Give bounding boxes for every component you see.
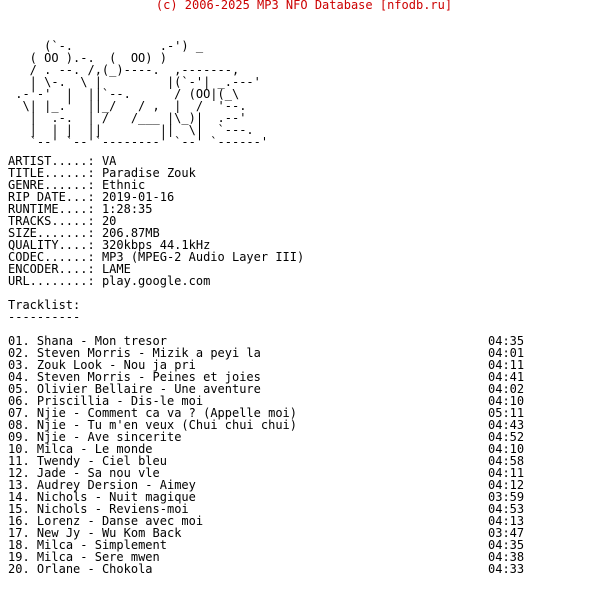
info-value: Ethnic bbox=[101, 178, 146, 192]
track-number: 08. bbox=[8, 418, 30, 432]
info-label: TRACKS.....: bbox=[8, 214, 95, 228]
track-duration: 03:47 bbox=[488, 526, 525, 540]
track-duration: 04:11 bbox=[488, 358, 525, 372]
track-number: 05. bbox=[8, 382, 30, 396]
info-value: 206.87MB bbox=[101, 226, 160, 240]
track-number: 15. bbox=[8, 502, 30, 516]
track-duration: 04:35 bbox=[488, 538, 525, 552]
track-row bbox=[8, 563, 538, 575]
track-duration: 04:10 bbox=[488, 442, 525, 456]
track-number: 17. bbox=[8, 526, 30, 540]
track-duration: 04:02 bbox=[488, 382, 525, 396]
info-value: 20 bbox=[101, 214, 117, 228]
info-value: 2019-01-16 bbox=[101, 190, 175, 204]
track-number: 04. bbox=[8, 370, 30, 384]
track-number: 19. bbox=[8, 550, 30, 564]
track-number: 06. bbox=[8, 394, 30, 408]
track-title: New Jy - Wu Kom Back bbox=[36, 526, 182, 540]
track-duration: 04:11 bbox=[488, 466, 525, 480]
track-title: Milca - Sere mwen bbox=[36, 550, 160, 564]
track-number: 11. bbox=[8, 454, 30, 468]
track-title: Milca - Simplement bbox=[36, 538, 167, 552]
track-title: Twendy - Ciel bleu bbox=[36, 454, 167, 468]
tracklist-heading: Tracklist: bbox=[8, 298, 81, 312]
track-duration: 04:10 bbox=[488, 394, 525, 408]
track-duration: 04:13 bbox=[488, 514, 525, 528]
info-label: RUNTIME....: bbox=[8, 202, 95, 216]
info-value: play.google.com bbox=[101, 274, 211, 288]
track-number: 18. bbox=[8, 538, 30, 552]
track-number: 12. bbox=[8, 466, 30, 480]
release-info bbox=[8, 155, 304, 287]
track-title: Jade - Sa nou vle bbox=[36, 466, 160, 480]
info-value: Paradise Zouk bbox=[101, 166, 196, 180]
track-number: 10. bbox=[8, 442, 30, 456]
track-duration: 04:41 bbox=[488, 370, 525, 384]
track-title: Steven Morris - Peines et joies bbox=[36, 370, 261, 384]
track-title: Priscillia - Dis-le moi bbox=[36, 394, 204, 408]
info-label: RIP DATE...: bbox=[8, 190, 95, 204]
track-duration: 04:01 bbox=[488, 346, 525, 360]
info-label: SIZE.......: bbox=[8, 226, 95, 240]
track-duration: 05:11 bbox=[488, 406, 525, 420]
track-duration: 04:43 bbox=[488, 418, 525, 432]
track-duration: 04:38 bbox=[488, 550, 525, 564]
track-title: Shana - Mon tresor bbox=[36, 334, 167, 348]
track-number: 20. bbox=[8, 562, 30, 576]
track-duration: 04:53 bbox=[488, 502, 525, 516]
ascii-art-logo: (`-. .-') _ ( OO ).-. ( OO) ) / . --. /,(_)----. ,-------, | \-. \ | |(`-'| _.---' .-'-' | ||`--. / (OO|(_\ \| |_.' ||_/ / , | / '--. | .-. | / /___ |\_)| .--' | | | || || \| `---. `--' `--'`--------' `--' `------' bbox=[15, 39, 269, 150]
track-number: 03. bbox=[8, 358, 30, 372]
info-label: GENRE......: bbox=[8, 178, 95, 192]
track-duration: 04:33 bbox=[488, 562, 525, 576]
site-header[interactable]: (c) 2006-2025 MP3 NFO Database [nfodb.ru] bbox=[155, 0, 453, 12]
track-number: 02. bbox=[8, 346, 30, 360]
info-value: 320kbps 44.1kHz bbox=[101, 238, 211, 252]
track-title: Njie - Ave sincerite bbox=[36, 430, 182, 444]
track-duration: 04:12 bbox=[488, 478, 525, 492]
track-duration: 03:59 bbox=[488, 490, 525, 504]
track-duration: 04:52 bbox=[488, 430, 525, 444]
info-label: URL........: bbox=[8, 274, 95, 288]
track-number: 14. bbox=[8, 490, 30, 504]
track-title: Steven Morris - Mizik a peyi la bbox=[36, 346, 261, 360]
info-label: ARTIST.....: bbox=[8, 154, 95, 168]
track-number: 16. bbox=[8, 514, 30, 528]
track-title: Lorenz - Danse avec moi bbox=[36, 514, 204, 528]
info-value: LAME bbox=[101, 262, 131, 276]
info-value: VA bbox=[101, 154, 117, 168]
track-title: Nichols - Reviens-moi bbox=[36, 502, 189, 516]
info-label: TITLE......: bbox=[8, 166, 95, 180]
track-number: 13. bbox=[8, 478, 30, 492]
tracklist-rule: ---------- bbox=[8, 310, 81, 324]
info-value: 1:28:35 bbox=[101, 202, 153, 216]
info-value: MP3 (MPEG-2 Audio Layer III) bbox=[101, 250, 305, 264]
track-title: Nichols - Nuit magique bbox=[36, 490, 196, 504]
track-number: 01. bbox=[8, 334, 30, 348]
track-title: Orlane - Chokola bbox=[36, 562, 153, 576]
track-duration: 04:35 bbox=[488, 334, 525, 348]
track-title: Njie - Comment ca va ? (Appelle moi) bbox=[36, 406, 298, 420]
info-label: QUALITY....: bbox=[8, 238, 95, 252]
track-number: 09. bbox=[8, 430, 30, 444]
track-title: Audrey Dersion - Aimey bbox=[36, 478, 196, 492]
track-title: Njie - Tu m'en veux (Chui chui chui) bbox=[36, 418, 298, 432]
track-list bbox=[8, 335, 538, 575]
info-row bbox=[8, 275, 304, 287]
track-number: 07. bbox=[8, 406, 30, 420]
tracklist bbox=[8, 299, 538, 575]
info-label: CODEC......: bbox=[8, 250, 95, 264]
track-title: Zouk Look - Nou ja pri bbox=[36, 358, 196, 372]
track-title: Olivier Bellaire - Une aventure bbox=[36, 382, 261, 396]
track-duration: 04:58 bbox=[488, 454, 525, 468]
track-title: Milca - Le monde bbox=[36, 442, 153, 456]
info-label: ENCODER....: bbox=[8, 262, 95, 276]
